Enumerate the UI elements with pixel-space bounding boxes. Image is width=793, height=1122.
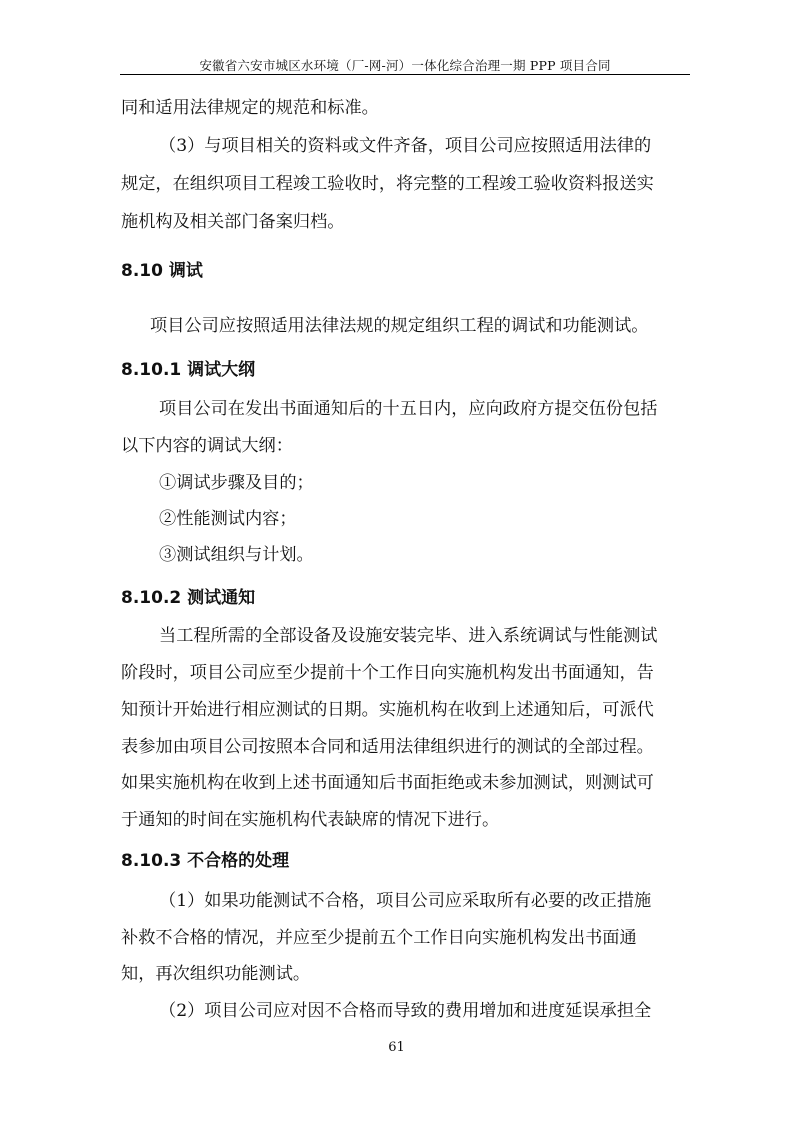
section-8-10-3-item1-line: 补救不合格的情况，并应至少提前五个工作日向实施机构发出书面通 [121, 928, 637, 948]
outline-item-3: ③测试组织与计划。 [159, 545, 314, 565]
section-8-10-3-item1-line: 知，再次组织功能测试。 [121, 964, 311, 984]
page-number: 61 [388, 1040, 405, 1055]
section-8-10-1-title: 8.10.1 调试大纲 [121, 360, 256, 380]
section-8-10-3-title: 8.10.3 不合格的处理 [121, 851, 290, 871]
section-8-10-para: 项目公司应按照适用法律法规的规定组织工程的调试和功能测试。 [150, 316, 649, 336]
header-rule [120, 74, 690, 75]
section-8-10-1-para-line1: 项目公司在发出书面通知后的十五日内，应向政府方提交伍份包括 [159, 399, 658, 419]
intro-line: 同和适用法律规定的规范和标准。 [121, 98, 379, 118]
section-8-10-2-line: 于通知的时间在实施机构代表缺席的情况下进行。 [121, 810, 500, 830]
section-8-10-2-line: 表参加由项目公司按照本合同和适用法律组织进行的测试的全部过程。 [121, 737, 654, 757]
section-8-10-1-para-line2: 以下内容的调试大纲： [121, 436, 293, 456]
item3-line2: 规定，在组织项目工程竣工验收时，将完整的工程竣工验收资料报送实 [121, 174, 654, 194]
section-8-10-2-line: 知预计开始进行相应测试的日期。实施机构在收到上述通知后，可派代 [121, 700, 654, 720]
section-8-10-3-item1-line: （1）如果功能测试不合格，项目公司应采取所有必要的改正措施 [159, 891, 652, 911]
section-8-10-2-line: 当工程所需的全部设备及设施安装完毕、进入系统调试与性能测试 [159, 626, 658, 646]
header-title: 安徽省六安市城区水环境（厂-网-河）一体化综合治理一期 PPP 项目合同 [199, 58, 611, 73]
section-8-10-2-line: 如果实施机构在收到上述书面通知后书面拒绝或未参加测试，则测试可 [121, 773, 654, 793]
outline-item-2: ②性能测试内容； [159, 509, 297, 529]
outline-item-1: ①调试步骤及目的； [159, 473, 314, 493]
section-8-10-3-item2-line1: （2）项目公司应对因不合格而导致的费用增加和进度延误承担全 [159, 1001, 652, 1021]
section-8-10-2-title: 8.10.2 测试通知 [121, 588, 256, 608]
item3-line1: （3）与项目相关的资料或文件齐备，项目公司应按照适用法律的 [159, 136, 652, 156]
section-8-10-2-line: 阶段时，项目公司应至少提前十个工作日向实施机构发出书面通知，告 [121, 663, 654, 683]
section-8-10-title: 8.10 调试 [121, 261, 203, 281]
item3-line3: 施机构及相关部门备案归档。 [121, 212, 345, 232]
